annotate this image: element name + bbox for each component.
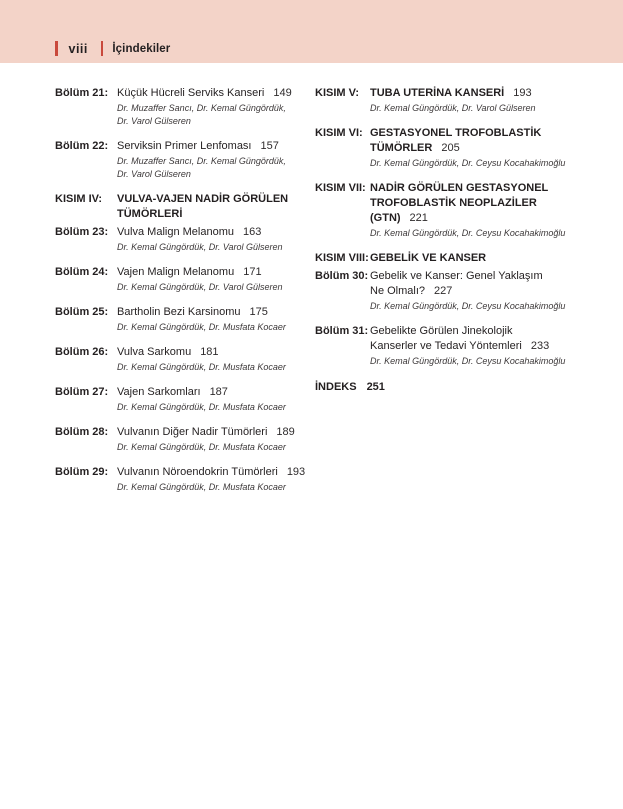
entry-page-number: 205 <box>441 141 460 154</box>
entry-authors <box>370 355 600 368</box>
entry-body <box>117 192 310 222</box>
toc-column-left <box>55 86 310 505</box>
entry-label: Bölüm 31: <box>315 324 369 337</box>
toc-entry <box>55 305 310 334</box>
entry-title-line: Ne Olmalı? 227 <box>370 284 453 297</box>
entry-body <box>370 86 600 115</box>
toc-column-right <box>315 86 600 505</box>
entry-label: Bölüm 28: <box>55 426 109 438</box>
entry-title-line: Kanserler ve Tedavi Yöntemleri 233 <box>370 339 550 352</box>
entry-label: KISIM VII: <box>315 181 366 194</box>
entry-label: KISIM V: <box>315 87 360 99</box>
entry-page-number: 233 <box>530 339 550 352</box>
entry-title-line: NADİR GÖRÜLEN GESTASYONEL <box>370 181 549 194</box>
entry-body <box>370 324 600 368</box>
entry-title-line: Vajen Sarkomları 187 <box>117 386 228 398</box>
entry-authors <box>117 361 310 374</box>
entry-title-line: (GTN) 221 <box>370 211 428 224</box>
toc-entry <box>315 269 600 313</box>
entry-body <box>117 139 310 181</box>
folio-page-number: viii <box>68 41 88 56</box>
header-band <box>0 0 623 63</box>
entry-body <box>370 251 600 266</box>
entry-title-line: Vulvanın Nöroendokrin Tümörleri 193 <box>117 466 306 478</box>
author-line: Dr. Kemal Güngördük, Dr. Varol Gülseren <box>370 102 536 113</box>
entry-page-number: 181 <box>200 346 219 358</box>
entry-title-line: TÜMÖRLER 205 <box>370 141 460 154</box>
entry-authors <box>117 321 310 334</box>
author-line: Dr. Kemal Güngördük, Dr. Musfata Kocaer <box>117 361 286 372</box>
toc-entry <box>315 126 600 170</box>
entry-label: KISIM IV: <box>55 193 103 206</box>
entry-body <box>117 225 310 254</box>
entry-authors <box>117 241 310 254</box>
entry-page-number: 189 <box>276 426 295 438</box>
entry-title-line: Serviksin Primer Lenfoması 157 <box>117 140 279 153</box>
entry-authors <box>117 481 310 494</box>
entry-title-line: Vulva Malign Melanomu 163 <box>117 226 262 238</box>
entry-body <box>117 425 310 454</box>
entry-page-number: 171 <box>243 266 262 278</box>
entry-body <box>370 269 600 313</box>
author-line: Dr. Kemal Güngördük, Dr. Musfata Kocaer <box>117 481 286 492</box>
entry-authors <box>370 102 600 115</box>
author-line: Dr. Muzaffer Sancı, Dr. Kemal Güngördük, <box>117 156 286 166</box>
author-line: Dr. Muzaffer Sancı, Dr. Kemal Güngördük, <box>117 102 286 113</box>
header-accent-bar-left <box>55 41 58 56</box>
entry-page-number: 251 <box>366 380 385 393</box>
entry-title-line: TUBA UTERİNA KANSERİ 193 <box>370 87 532 99</box>
toc-entry <box>55 425 310 454</box>
entry-body <box>117 385 310 414</box>
toc-entry <box>55 225 310 254</box>
entry-body <box>117 265 310 294</box>
entry-authors <box>370 227 600 240</box>
header-accent-bar-right <box>101 41 104 56</box>
entry-title-line: Vulvanın Diğer Nadir Tümörleri 189 <box>117 426 295 438</box>
entry-authors <box>117 441 310 454</box>
author-line: Dr. Kemal Güngördük, Dr. Musfata Kocaer <box>117 401 286 412</box>
entry-authors <box>117 401 310 414</box>
entry-authors <box>117 102 310 128</box>
entry-page-number: 193 <box>513 87 532 99</box>
author-line: Dr. Kemal Güngördük, Dr. Varol Gülseren <box>117 281 283 292</box>
entry-body <box>117 305 310 334</box>
entry-page-number: 149 <box>273 87 292 99</box>
toc-entry <box>55 192 310 222</box>
author-line: Dr. Kemal Güngördük, Dr. Musfata Kocaer <box>117 441 286 452</box>
entry-page-number: 227 <box>434 284 453 297</box>
entry-title-line: TROFOBLASTİK NEOPLAZİLER <box>370 196 537 209</box>
author-line: Dr. Kemal Güngördük, Dr. Ceysu Kocahakimoğlu <box>370 355 566 366</box>
entry-body <box>370 126 600 170</box>
entry-label: Bölüm 22: <box>55 140 109 153</box>
entry-page-number: 163 <box>242 226 262 238</box>
entry-title-line: VULVA-VAJEN NADİR GÖRÜLEN <box>117 193 289 206</box>
toc-entry <box>55 465 310 494</box>
entry-title-line: Gebelik ve Kanser: Genel Yaklaşım <box>370 269 543 282</box>
entry-title-line: TÜMÖRLERİ <box>117 208 183 221</box>
toc-entry <box>315 86 600 115</box>
entry-body <box>315 380 600 395</box>
toc-entry <box>315 380 600 395</box>
header-section-title: İçindekiler <box>112 42 171 55</box>
author-line: Dr. Varol Gülseren <box>117 116 191 126</box>
toc-entry <box>315 324 600 368</box>
toc-entry <box>55 265 310 294</box>
toc-entry <box>55 345 310 374</box>
entry-authors <box>117 155 310 181</box>
entry-title-line: İNDEKS 251 <box>315 380 385 393</box>
author-line: Dr. Kemal Güngördük, Dr. Ceysu Kocahakimoğlu <box>370 157 566 168</box>
toc-entry <box>315 181 600 240</box>
entry-body <box>117 345 310 374</box>
entry-page-number: 157 <box>260 140 279 153</box>
toc-entry <box>55 139 310 181</box>
toc-entry <box>55 86 310 128</box>
entry-label: KISIM VIII: <box>315 251 369 264</box>
entry-page-number: 187 <box>209 386 228 398</box>
entry-label: Bölüm 30: <box>315 269 369 282</box>
entry-authors <box>370 300 600 313</box>
entry-body <box>117 465 310 494</box>
entry-page-number: 175 <box>249 306 268 318</box>
entry-label: KISIM VI: <box>315 127 363 139</box>
entry-title-line: Bartholin Bezi Karsinomu 175 <box>117 306 268 318</box>
entry-label: Bölüm 27: <box>55 386 109 398</box>
entry-label: Bölüm 25: <box>55 306 109 318</box>
entry-page-number: 221 <box>409 211 428 224</box>
entry-authors <box>117 281 310 294</box>
entry-label: Bölüm 26: <box>55 346 109 358</box>
author-line: Dr. Kemal Güngördük, Dr. Musfata Kocaer <box>117 321 286 332</box>
entry-label: Bölüm 21: <box>55 87 109 99</box>
author-line: Dr. Kemal Güngördük, Dr. Ceysu Kocahakimoğlu <box>370 300 566 311</box>
entry-authors <box>370 157 600 170</box>
author-line: Dr. Varol Gülseren <box>117 169 191 180</box>
entry-title-line: Küçük Hücreli Serviks Kanseri 149 <box>117 87 292 99</box>
running-header <box>55 41 170 56</box>
entry-label: Bölüm 23: <box>55 226 109 238</box>
entry-page-number: 193 <box>286 466 306 478</box>
author-line: Dr. Kemal Güngördük, Dr. Ceysu Kocahakimoğlu <box>370 227 566 238</box>
entry-title-line: Vajen Malign Melanomu 171 <box>117 266 262 278</box>
toc-content <box>55 86 600 505</box>
entry-label: Bölüm 24: <box>55 266 109 278</box>
entry-title-line: Gebelikte Görülen Jinekolojik <box>370 324 513 337</box>
entry-body <box>370 181 600 240</box>
entry-body <box>117 86 310 128</box>
entry-title-line: GESTASYONEL TROFOBLASTİK <box>370 127 542 139</box>
entry-label: Bölüm 29: <box>55 466 109 478</box>
author-line: Dr. Kemal Güngördük, Dr. Varol Gülseren <box>117 241 283 252</box>
toc-entry <box>55 385 310 414</box>
entry-title-line: GEBELİK VE KANSER <box>370 251 487 264</box>
toc-entry <box>315 251 600 266</box>
entry-title-line: Vulva Sarkomu 181 <box>117 346 219 358</box>
